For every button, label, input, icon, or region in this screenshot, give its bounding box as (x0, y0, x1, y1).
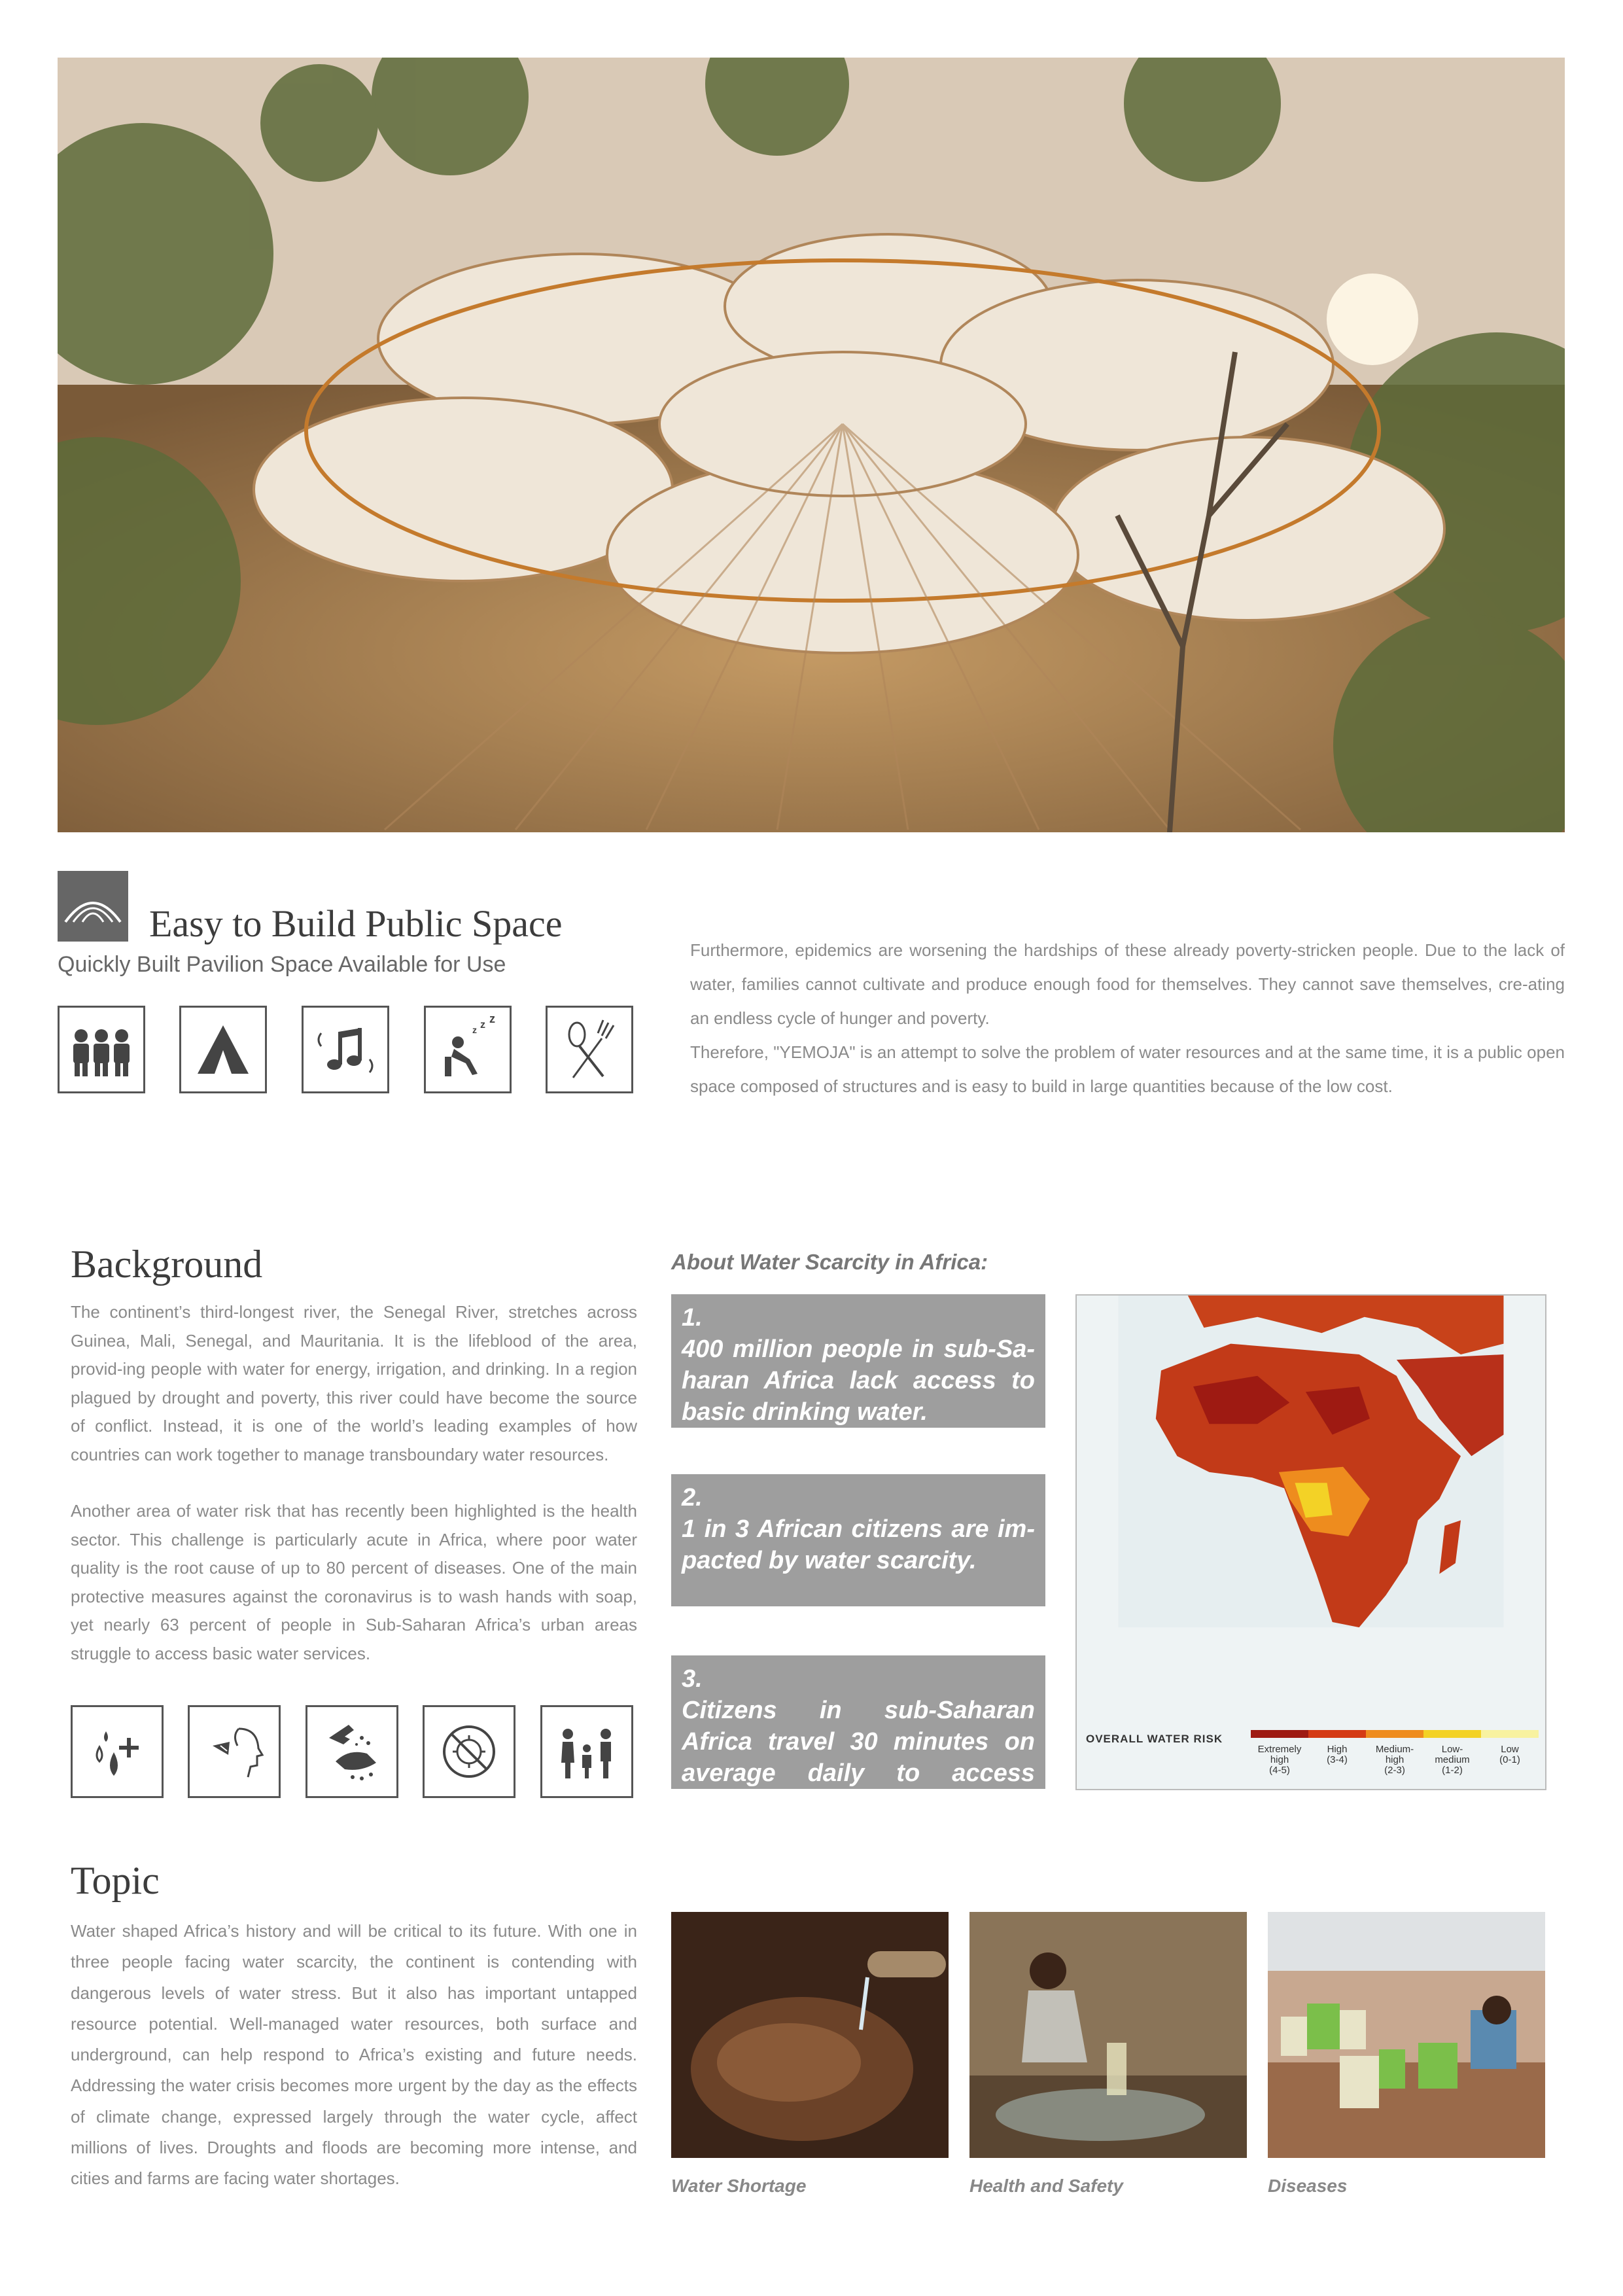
svg-text:z: z (480, 1019, 485, 1031)
photo-caption-water-shortage: Water Shortage (671, 2176, 807, 2196)
topic-paragraph: Water shaped Africa’s history and will be critical to its future. With one in three people facing water scarcity, the continent is contending with dangerous levels of water stress. But it also has important untapped resource potential. Well-managed water resources, both surface and underground, can help respond to Africa’s existing and future needs. Addressing the water crisis becomes more urgent by the day as the effects of climate change, expressed largely through the water cycle, affect millions of lives. Droughts and floods are becoming more intense, and cities and farms are facing water shortages. (71, 1921, 637, 2189)
legend-swatch-low-medium (1423, 1730, 1481, 1738)
legend-swatch-extremely-high (1251, 1730, 1308, 1738)
svg-text:z: z (472, 1025, 477, 1035)
legend-swatch-low (1481, 1730, 1539, 1738)
resting-person-icon (424, 1006, 512, 1093)
background-heading: Background (71, 1243, 263, 1286)
topic-heading: Topic (71, 1859, 160, 1902)
fact-number: 3. (682, 1665, 703, 1693)
fact-box-2 (671, 1474, 1045, 1606)
background-paragraph-2: Another area of water risk that has recently been highlighted is the health sector. This challenge is particularly acute in Africa, where poor water quality is the root cause of up to 80 percent of diseases. One of the main protective measures against the coronavirus is to wash hands with soap, yet nearly 63 percent of people in Sub-Saharan Africa’s urban areas struggle to access basic water services. (71, 1501, 637, 1663)
fact-text: 400 million people in sub-Sa-haran Africa lack access to basic drinking water. (682, 1335, 1035, 1426)
health-safety-photo (969, 1912, 1247, 2158)
fact-text: 1 in 3 African citizens are im-pacted by water scarcity. (682, 1515, 1035, 1574)
fact-box-3 (671, 1655, 1045, 1818)
legend-item: Low- medium (1-2) (1435, 1744, 1470, 1776)
water-drops-plus-icon (71, 1705, 164, 1798)
fact-number: 1. (682, 1304, 703, 1332)
legend-swatch-high (1308, 1730, 1366, 1738)
hand-washing-icon (305, 1705, 398, 1798)
svg-text:z: z (489, 1014, 495, 1025)
legend-swatch-medium-high (1366, 1730, 1423, 1738)
section-title: Easy to Build Public Space (149, 902, 563, 945)
intro-paragraph-1: Furthermore, epidemics are worsening the hardships of these already poverty-stricken people. Due to the lack of water, families cannot cultivate and produce enough food for themselves. They cannot save themselves, cre-ating an endless cycle of hunger and poverty. (690, 940, 1565, 1028)
water-risk-map (1075, 1294, 1546, 1790)
photo-caption-diseases: Diseases (1268, 2176, 1348, 2196)
fact-text: Citizens in sub-Saharan Africa travel 30 minutes on average daily to access water. (682, 1697, 1035, 1818)
legend-item: Low (0-1) (1499, 1744, 1520, 1765)
legend (1251, 1730, 1539, 1776)
legend-item: Extremely high (4-5) (1257, 1744, 1302, 1776)
background-paragraph-1: The continent’s third-longest river, the Senegal River, stretches across Guinea, Mali, Senegal, and Mauritania. It is the lifeblood of the area, provid-ing people with water for energy, irrigation, and drinking. In a region plagued by drought and poverty, this river could have become the source of conflict. Instead, it is one of the world’s leading examples of how countries can work together to manage transboundary water resources. (71, 1302, 637, 1464)
scarcity-heading: About Water Scarcity in Africa: (671, 1250, 988, 1274)
drinking-person-icon (188, 1705, 281, 1798)
legend-item: Medium- high (2-3) (1375, 1744, 1414, 1776)
family-icon (540, 1705, 633, 1798)
fact-number: 2. (682, 1484, 703, 1511)
legend-title: OVERALL WATER RISK (1086, 1733, 1223, 1745)
fact-box-1 (671, 1294, 1045, 1428)
photo-caption-health-safety: Health and Safety (969, 2176, 1123, 2196)
tent-icon (179, 1006, 267, 1093)
water-shortage-photo (671, 1912, 949, 2158)
legend-item: High (3-4) (1327, 1744, 1348, 1765)
people-group-icon (58, 1006, 145, 1093)
no-virus-icon (423, 1705, 515, 1798)
section-subtitle: Quickly Built Pavilion Space Available for Use (58, 952, 506, 977)
pavilion-logo-icon (58, 871, 128, 942)
spoon-fork-icon (546, 1006, 633, 1093)
music-note-icon (302, 1006, 389, 1093)
intro-paragraph-2: Therefore, "YEMOJA" is an attempt to solve the problem of water resources and at the same time, it is a public open space composed of structures and is easy to build in large quantities because of the low cost. (690, 1042, 1565, 1096)
hero-render-image (58, 58, 1565, 832)
diseases-photo (1268, 1912, 1545, 2158)
